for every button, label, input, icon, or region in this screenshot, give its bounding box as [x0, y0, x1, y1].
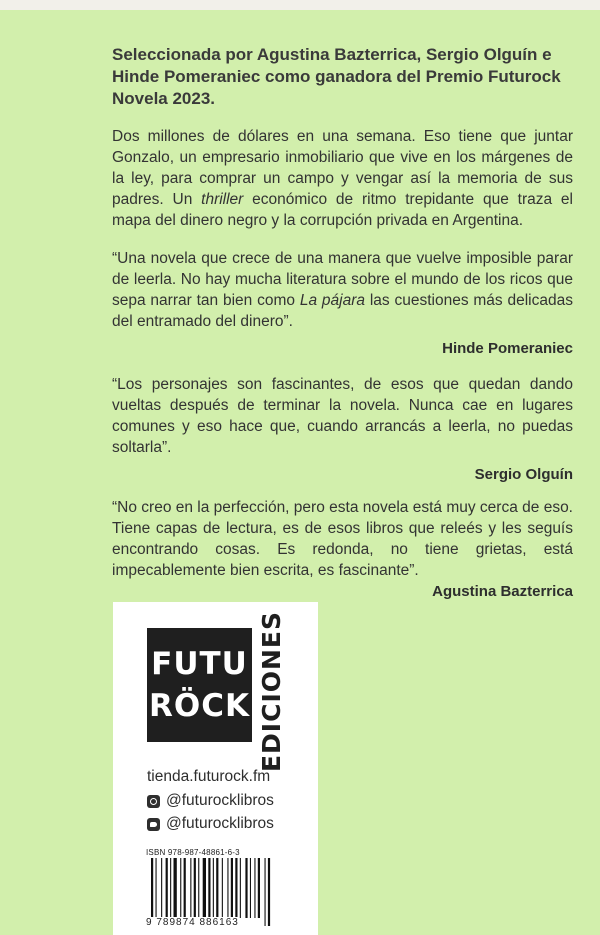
quote-author: Agustina Bazterrica: [432, 583, 573, 600]
barcode-bar: [166, 858, 168, 918]
instagram-handle: @futurocklibros: [166, 792, 274, 809]
barcode-bar: [227, 858, 228, 918]
barcode-bar: [258, 858, 260, 918]
barcode-bar: [216, 858, 218, 918]
barcode-number: 9 789874 886163: [146, 917, 239, 928]
barcode-bar: [190, 858, 191, 918]
barcode-bar: [245, 858, 247, 918]
quote-pomeraniec: [112, 248, 573, 359]
twitter-handle: @futurocklibros: [166, 815, 274, 832]
isbn-label: ISBN 978-987-48861-6-3: [146, 848, 240, 857]
synopsis-italic: thriller: [201, 191, 244, 208]
barcode-bar: [174, 858, 177, 918]
logo-line1: FUTU: [151, 646, 248, 682]
quote-text: “Una novela que crece de una manera que vuelve imposible parar de leerla. No hay mucha literatura sobre el mundo de los ricos que sepa narrar tan bien como: [112, 250, 573, 309]
barcode-bar: [268, 858, 270, 926]
ediciones-text: EDICIONES: [257, 610, 287, 773]
barcode-bar: [231, 858, 233, 918]
futurock-logo: [147, 628, 252, 742]
barcode-bar: [250, 858, 251, 918]
instagram-link[interactable]: [147, 792, 274, 810]
barcode-bar: [222, 858, 223, 918]
barcode-bar: [235, 858, 237, 918]
twitter-icon: [147, 818, 160, 831]
top-edge: [0, 0, 600, 10]
barcode-bar: [170, 858, 171, 918]
barcode-bar: [194, 858, 196, 918]
website-link[interactable]: [147, 768, 270, 786]
barcode-bar: [180, 858, 181, 918]
barcode-bar: [254, 858, 255, 918]
barcode-bar: [265, 858, 266, 926]
synopsis-part1: Dos millones de dólares en una semana. Eso tiene que juntar Gonzalo, un empresario inmobiliario que vive en los márgenes de la ley, para comprar un campo y vengar así la memoria de sus padres. Un: [112, 128, 573, 208]
barcode-bar: [151, 858, 153, 926]
barcode-bar: [240, 858, 241, 918]
synopsis-part2: económico de ritmo trepidante que traza el mapa del dinero negro y la corrupción privada en Argentina.: [112, 191, 573, 229]
barcode-bar: [203, 858, 206, 918]
twitter-link[interactable]: [147, 815, 274, 833]
quote-author: Hinde Pomeraniec: [442, 340, 573, 357]
barcode-bar: [161, 858, 162, 918]
barcode-bar: [213, 858, 214, 918]
quote-text: “Los personajes son fascinantes, de esos que quedan dando vueltas después de terminar la novela. Nunca cae en lugares comunes y eso hace que, cuando arrancás a leerla, no puedas soltarla”.: [112, 376, 573, 456]
quote-olguin: [112, 374, 573, 485]
quote-text: “No creo en la perfección, pero esta novela está muy cerca de eso. Tiene capas de lectura, es de esos libros que releés y les seguís encontrando cosas. Es redonda, no tiene grietas, está impecablemente bien escrita, es fascinante”.: [112, 499, 573, 579]
barcode: [151, 858, 291, 926]
award-intro: Seleccionada por Agustina Bazterrica, Sergio Olguín e Hinde Pomeraniec como ganadora del Premio Futurock Novela 2023.: [112, 45, 561, 108]
quote-text-end: las cuestiones más delicadas del entramado del dinero”.: [112, 292, 573, 330]
barcode-bar: [184, 858, 186, 918]
logo-line2: RÖCK: [149, 688, 250, 724]
instagram-icon: [147, 795, 160, 808]
quote-bazterrica: [112, 497, 573, 602]
barcode-bar: [208, 858, 210, 918]
barcode-bar: [156, 858, 157, 926]
quote-author: Sergio Olguín: [474, 466, 573, 483]
synopsis: [112, 126, 573, 231]
barcode-bar: [198, 858, 199, 918]
quote-italic: La pájara: [299, 292, 365, 309]
ediciones-label: [256, 610, 288, 773]
website-text: tienda.futurock.fm: [147, 768, 271, 785]
